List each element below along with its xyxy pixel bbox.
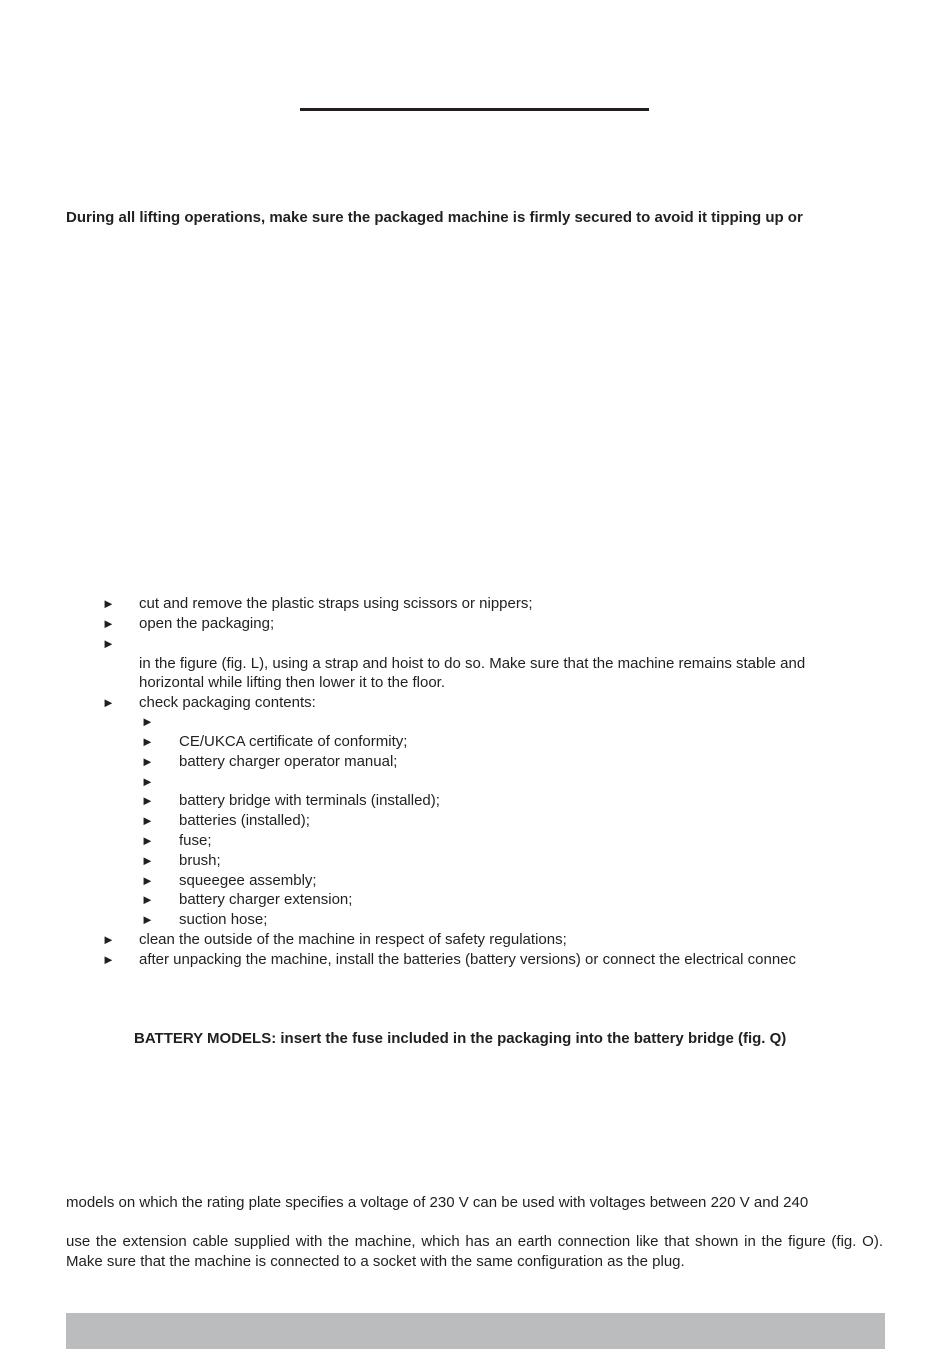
voltage-paragraph: models on which the rating plate specifies a voltage of 230 V can be used with voltages between 220 V and 240 xyxy=(66,1194,809,1211)
sub-list-item: brush; xyxy=(179,852,221,869)
bullet-icon: ► xyxy=(102,952,115,967)
sub-list-item: battery bridge with terminals (installed); xyxy=(179,792,440,809)
list-item: open the packaging; xyxy=(139,615,275,632)
sub-list-item: CE/UKCA certificate of conformity; xyxy=(179,733,408,750)
sub-bullet-icon: ► xyxy=(141,813,154,828)
list-item-continued: horizontal while lifting then lower it to the floor. xyxy=(139,674,445,691)
lifting-warning: During all lifting operations, make sure the packaged machine is firmly secured to avoid it tipping up or xyxy=(66,209,803,226)
sub-bullet-icon: ► xyxy=(141,714,154,729)
list-item: in the figure (fig. L), using a strap and hoist to do so. Make sure that the machine remains stable and xyxy=(139,655,806,672)
bullet-icon: ► xyxy=(102,596,115,611)
bullet-icon: ► xyxy=(102,695,115,710)
sub-bullet-icon: ► xyxy=(141,774,154,789)
sub-bullet-icon: ► xyxy=(141,853,154,868)
sub-bullet-icon: ► xyxy=(141,892,154,907)
sub-list-item: batteries (installed); xyxy=(179,812,310,829)
sub-list-item: fuse; xyxy=(179,832,212,849)
sub-bullet-icon: ► xyxy=(141,734,154,749)
list-item: clean the outside of the machine in respect of safety regulations; xyxy=(139,931,567,948)
sub-list-item: battery charger extension; xyxy=(179,891,353,908)
list-item: cut and remove the plastic straps using scissors or nippers; xyxy=(139,595,533,612)
sub-list-item: suction hose; xyxy=(179,911,268,928)
sub-bullet-icon: ► xyxy=(141,912,154,927)
list-item: after unpacking the machine, install the batteries (battery versions) or connect the electrical connec xyxy=(139,951,797,968)
bullet-icon: ► xyxy=(102,636,115,651)
list-item: check packaging contents: xyxy=(139,694,316,711)
bullet-icon: ► xyxy=(102,932,115,947)
sub-bullet-icon: ► xyxy=(141,793,154,808)
sub-list-item: squeegee assembly; xyxy=(179,872,317,889)
sub-bullet-icon: ► xyxy=(141,754,154,769)
title-rule xyxy=(300,108,649,111)
sub-bullet-icon: ► xyxy=(141,873,154,888)
sub-bullet-icon: ► xyxy=(141,833,154,848)
battery-models-note: BATTERY MODELS: insert the fuse included in the packaging into the battery bridge (fig. Q) xyxy=(134,1030,787,1047)
footer-bar xyxy=(66,1313,885,1349)
sub-list-item: battery charger operator manual; xyxy=(179,753,398,770)
bullet-icon: ► xyxy=(102,616,115,631)
extension-cable-paragraph: use the extension cable supplied with the machine, which has an earth connection like that shown in the figure (fig. O). Make sure that the machine is connected to a socket with the same configuration as the plug. xyxy=(66,1233,883,1270)
